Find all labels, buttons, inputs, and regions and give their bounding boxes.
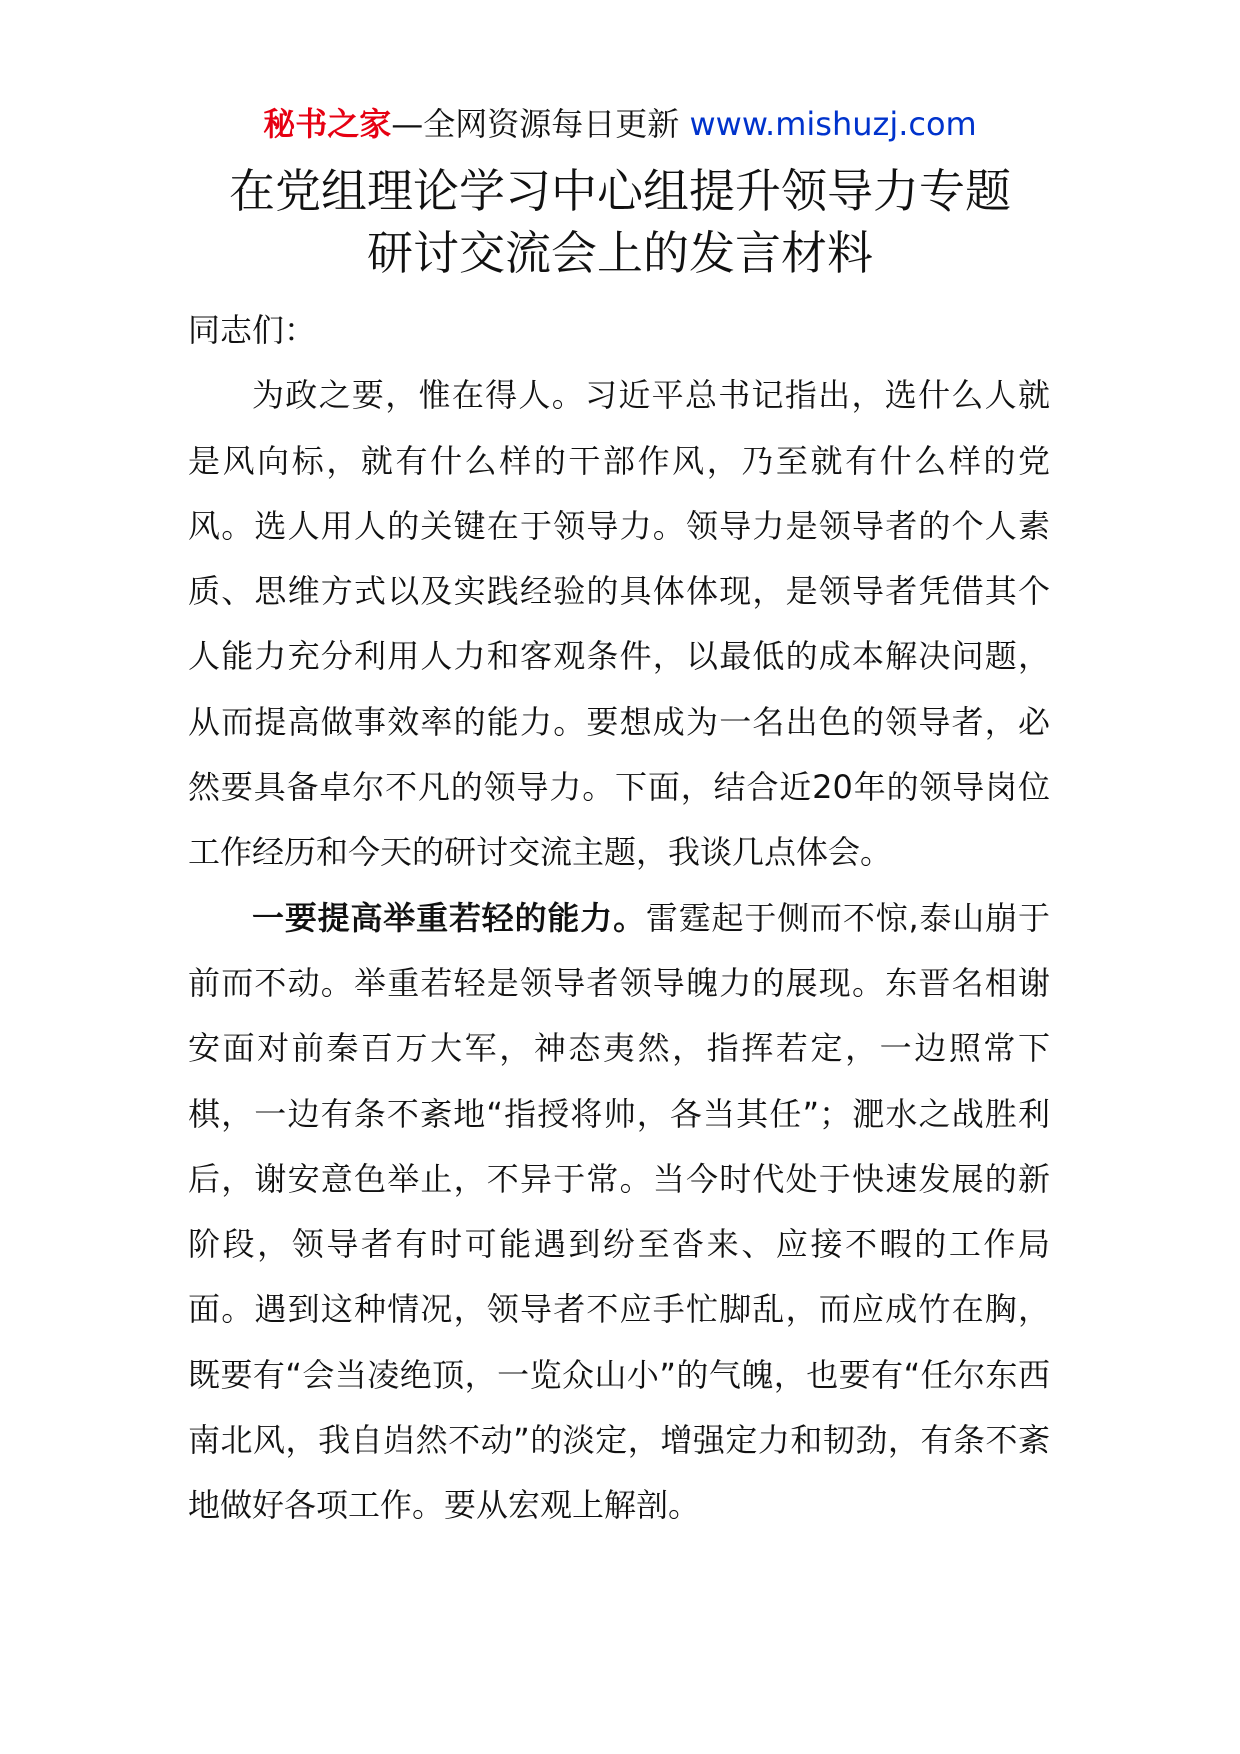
- site-tagline: —全网资源每日更新: [391, 105, 690, 143]
- paragraph-point-one-text: 雷霆起于侧而不惊,泰山崩于前而不动。举重若轻是领导者领导魄力的展现。东晋名相谢安面对前秦百万大军，神态夷然，指挥若定，一边照常下棋，一边有条不紊地“指授将帅，各当其任”；淝水之战胜利后，谢安意色举止，不异于常。当今时代处于快速发展的新阶段，领导者有时可能遇到纷至沓来、应接不暇的工作局面。遇到这种情况，领导者不应手忙脚乱，而应成竹在胸，既要有“会当凌绝顶，一览众山小”的气魄，也要有“任尔东西南北风，我自岿然不动”的淡定，增强定力和韧劲，有条不紊地做好各项工作。要从宏观上解剖。: [188, 898, 1050, 1525]
- paragraph-intro: 为政之要，惟在得人。习近平总书记指出，选什么人就是风向标，就有什么样的干部作风，乃至就有什么样的党风。选人用人的关键在于领导力。领导力是领导者的个人素质、思维方式以及实践经验的具体体现，是领导者凭借其个人能力充分利用人力和客观条件，以最低的成本解决问题，从而提高做事效率的能力。要想成为一名出色的领导者，必然要具备卓尔不凡的领导力。下面，结合近20年的领导岗位工作经历和今天的研讨交流主题，我谈几点体会。: [188, 376, 1050, 872]
- document-title: [0, 160, 1240, 284]
- site-url: www.mishuzj.com: [689, 105, 977, 143]
- salutation: 同志们：: [188, 311, 317, 349]
- title-line-2: 研讨交流会上的发言材料: [367, 226, 873, 280]
- title-line-1: 在党组理论学习中心组提升领导力专题: [229, 164, 1011, 218]
- document-body: [188, 298, 1050, 1539]
- brand-name: 秘书之家: [263, 105, 392, 143]
- paragraph-point-one: [188, 886, 1050, 1539]
- site-header: [0, 100, 1240, 148]
- paragraph-point-one-heading: 一要提高举重若轻的能力。: [252, 898, 646, 937]
